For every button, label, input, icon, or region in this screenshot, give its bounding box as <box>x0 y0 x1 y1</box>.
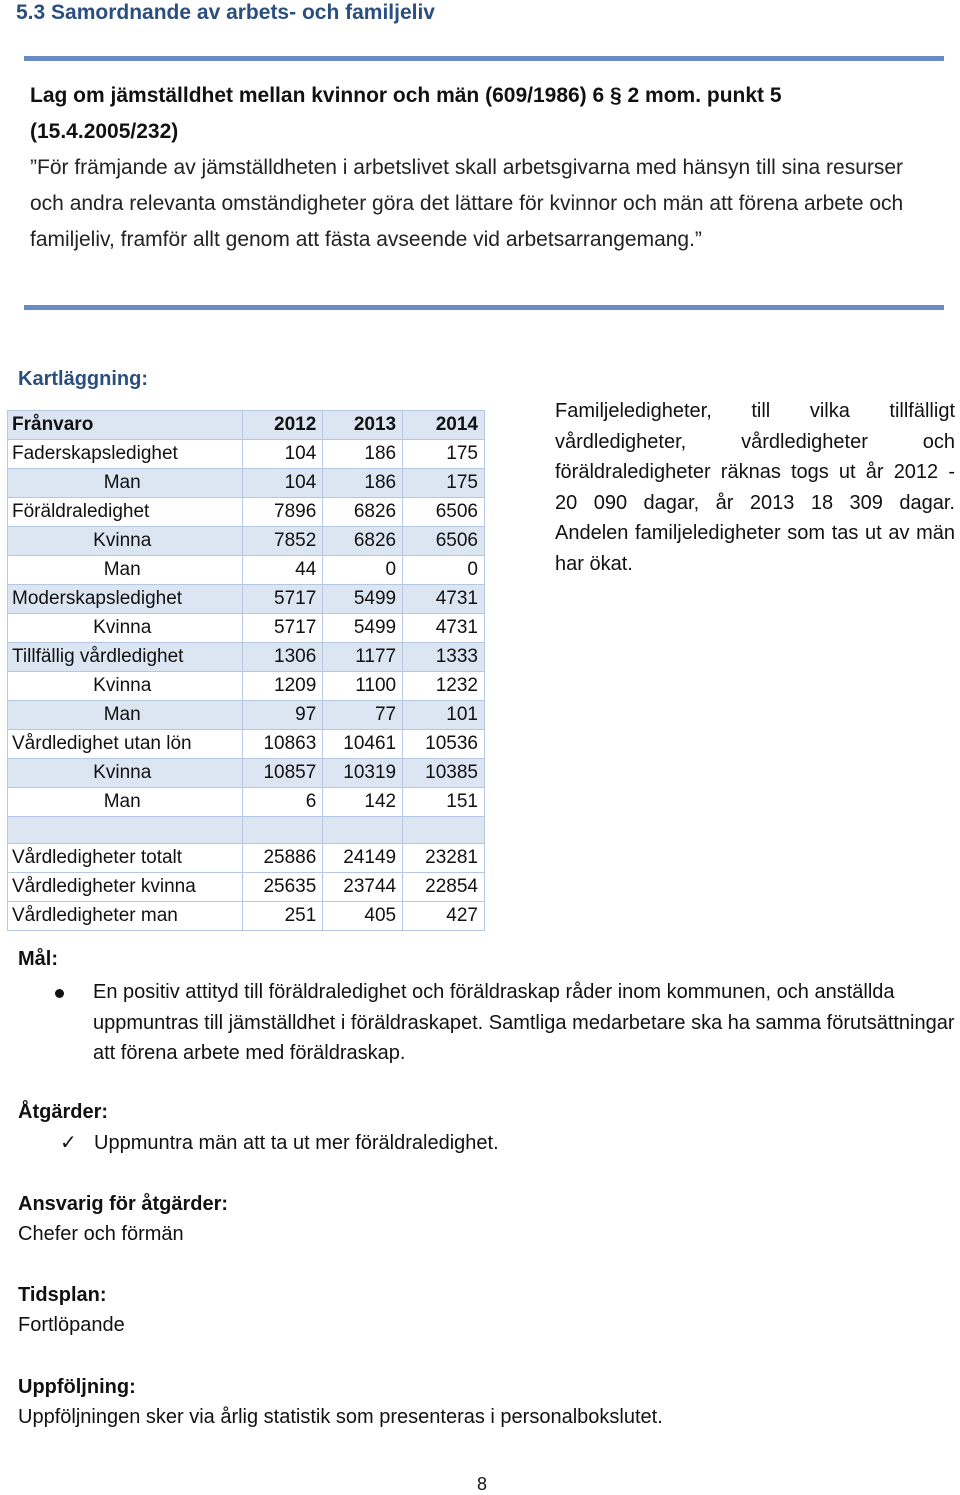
table-row <box>8 643 485 672</box>
value-cell: 251 <box>243 902 323 931</box>
table-row <box>8 759 485 788</box>
page-number: 8 <box>477 1474 488 1494</box>
row-label: Tillfällig vårdledighet <box>8 643 243 672</box>
row-label: Man <box>8 556 243 585</box>
value-cell: 405 <box>323 902 403 931</box>
quote-text <box>30 78 930 258</box>
value-cell: 142 <box>323 788 403 817</box>
row-label: Kvinna <box>8 527 243 556</box>
table-row <box>8 701 485 730</box>
action-item <box>60 1130 499 1155</box>
value-cell: 6826 <box>323 527 403 556</box>
value-cell: 151 <box>403 788 485 817</box>
table-row <box>8 440 485 469</box>
value-cell: 5717 <box>243 614 323 643</box>
value-cell: 10536 <box>403 730 485 759</box>
value-cell: 97 <box>243 701 323 730</box>
quote-bottom-rule <box>24 305 944 310</box>
row-label: Moderskapsledighet <box>8 585 243 614</box>
row-label: Vårdledighet utan lön <box>8 730 243 759</box>
table-row <box>8 788 485 817</box>
value-cell: 5499 <box>323 614 403 643</box>
row-label: Man <box>8 701 243 730</box>
goal-label: Mål: <box>18 948 58 970</box>
followup-text: Uppföljningen sker via årlig statistik som presenteras i personalbokslutet. <box>18 1406 663 1428</box>
row-label: Vårdledigheter kvinna <box>8 873 243 902</box>
value-cell: 175 <box>403 469 485 498</box>
value-cell: 186 <box>323 469 403 498</box>
table-row <box>8 585 485 614</box>
value-cell: 5499 <box>323 585 403 614</box>
header-cell: 2014 <box>403 411 485 440</box>
responsible-label: Ansvarig för åtgärder: <box>18 1193 229 1215</box>
value-cell: 23744 <box>323 873 403 902</box>
table-header-row <box>8 411 485 440</box>
table-row <box>8 672 485 701</box>
empty-cell <box>403 817 485 844</box>
value-cell: 10857 <box>243 759 323 788</box>
value-cell: 6506 <box>403 527 485 556</box>
value-cell: 1177 <box>323 643 403 672</box>
total-row <box>8 902 485 931</box>
value-cell: 5717 <box>243 585 323 614</box>
value-cell: 77 <box>323 701 403 730</box>
header-cell: Frånvaro <box>8 411 243 440</box>
value-cell: 4731 <box>403 614 485 643</box>
value-cell: 23281 <box>403 844 485 873</box>
table-row <box>8 556 485 585</box>
header-cell: 2012 <box>243 411 323 440</box>
value-cell: 24149 <box>323 844 403 873</box>
total-row <box>8 844 485 873</box>
blank-row <box>8 817 485 844</box>
schedule-label: Tidsplan: <box>18 1284 107 1306</box>
value-cell: 427 <box>403 902 485 931</box>
mapping-label: Kartläggning: <box>18 368 148 390</box>
value-cell: 1306 <box>243 643 323 672</box>
followup-label: Uppföljning: <box>18 1376 136 1398</box>
value-cell: 1100 <box>323 672 403 701</box>
value-cell: 25886 <box>243 844 323 873</box>
value-cell: 22854 <box>403 873 485 902</box>
value-cell: 0 <box>403 556 485 585</box>
row-label: Föräldraledighet <box>8 498 243 527</box>
row-label: Vårdledigheter totalt <box>8 844 243 873</box>
value-cell: 6826 <box>323 498 403 527</box>
row-label: Kvinna <box>8 759 243 788</box>
value-cell: 10319 <box>323 759 403 788</box>
value-cell: 25635 <box>243 873 323 902</box>
value-cell: 6 <box>243 788 323 817</box>
law-quote-box <box>24 56 944 312</box>
value-cell: 186 <box>323 440 403 469</box>
total-row <box>8 873 485 902</box>
row-label: Man <box>8 469 243 498</box>
value-cell: 4731 <box>403 585 485 614</box>
value-cell: 7852 <box>243 527 323 556</box>
empty-cell <box>243 817 323 844</box>
bullet-icon <box>55 989 64 998</box>
table-row <box>8 527 485 556</box>
value-cell: 1333 <box>403 643 485 672</box>
value-cell: 10863 <box>243 730 323 759</box>
side-note: Familjeledigheter, till vilka tillfälligt vårdledigheter, vårdledigheter och föräldraledigheter räknas togs ut år 2012 - 20 090 dagar, år 2013 18 309 dagar. Andelen familjeledigheter som tas ut av män har ökat. <box>555 400 955 575</box>
value-cell: 0 <box>323 556 403 585</box>
action-text: Uppmuntra män att ta ut mer föräldraledighet. <box>94 1132 499 1154</box>
table-row <box>8 498 485 527</box>
value-cell: 10385 <box>403 759 485 788</box>
goal-text: En positiv attityd till föräldraledighet och föräldraskap råder inom kommunen, och anställda uppmuntras till jämställdhet i föräldraskapet. Samtliga medarbetare ska ha samma förutsättningar att förena arbete med föräldraskap. <box>93 981 955 1064</box>
table-row <box>8 614 485 643</box>
row-label: Kvinna <box>8 614 243 643</box>
checkmark-icon: ✓ <box>60 1132 77 1154</box>
value-cell: 10461 <box>323 730 403 759</box>
empty-cell <box>8 817 243 844</box>
value-cell: 6506 <box>403 498 485 527</box>
schedule-text: Fortlöpande <box>18 1314 125 1336</box>
responsible-text: Chefer och förmän <box>18 1223 184 1245</box>
value-cell: 104 <box>243 469 323 498</box>
goal-list <box>55 977 955 1069</box>
table-row <box>8 730 485 759</box>
value-cell: 1209 <box>243 672 323 701</box>
row-label: Kvinna <box>8 672 243 701</box>
quote-top-rule <box>24 56 944 61</box>
row-label: Faderskapsledighet <box>8 440 243 469</box>
quote-title: Lag om jämställdhet mellan kvinnor och män (609/1986) 6 § 2 mom. punkt 5 (15.4.2005/232) <box>30 84 782 143</box>
row-label: Man <box>8 788 243 817</box>
actions-label: Åtgärder: <box>18 1101 109 1123</box>
quote-body: ”För främjande av jämställdheten i arbetslivet skall arbetsgivarna med hänsyn till sina resurser och andra relevanta omständigheter göra det lättare för kvinnor och män att förena arbete och familjeliv, framför allt genom att fästa avseende vid arbetsarrangemang.” <box>30 156 904 251</box>
value-cell: 101 <box>403 701 485 730</box>
table-row <box>8 469 485 498</box>
value-cell: 7896 <box>243 498 323 527</box>
header-cell: 2013 <box>323 411 403 440</box>
row-label: Vårdledigheter man <box>8 902 243 931</box>
value-cell: 1232 <box>403 672 485 701</box>
section-heading: 5.3 Samordnande av arbets- och familjeliv <box>16 1 435 24</box>
value-cell: 44 <box>243 556 323 585</box>
value-cell: 175 <box>403 440 485 469</box>
empty-cell <box>323 817 403 844</box>
value-cell: 104 <box>243 440 323 469</box>
absence-table <box>7 410 485 931</box>
